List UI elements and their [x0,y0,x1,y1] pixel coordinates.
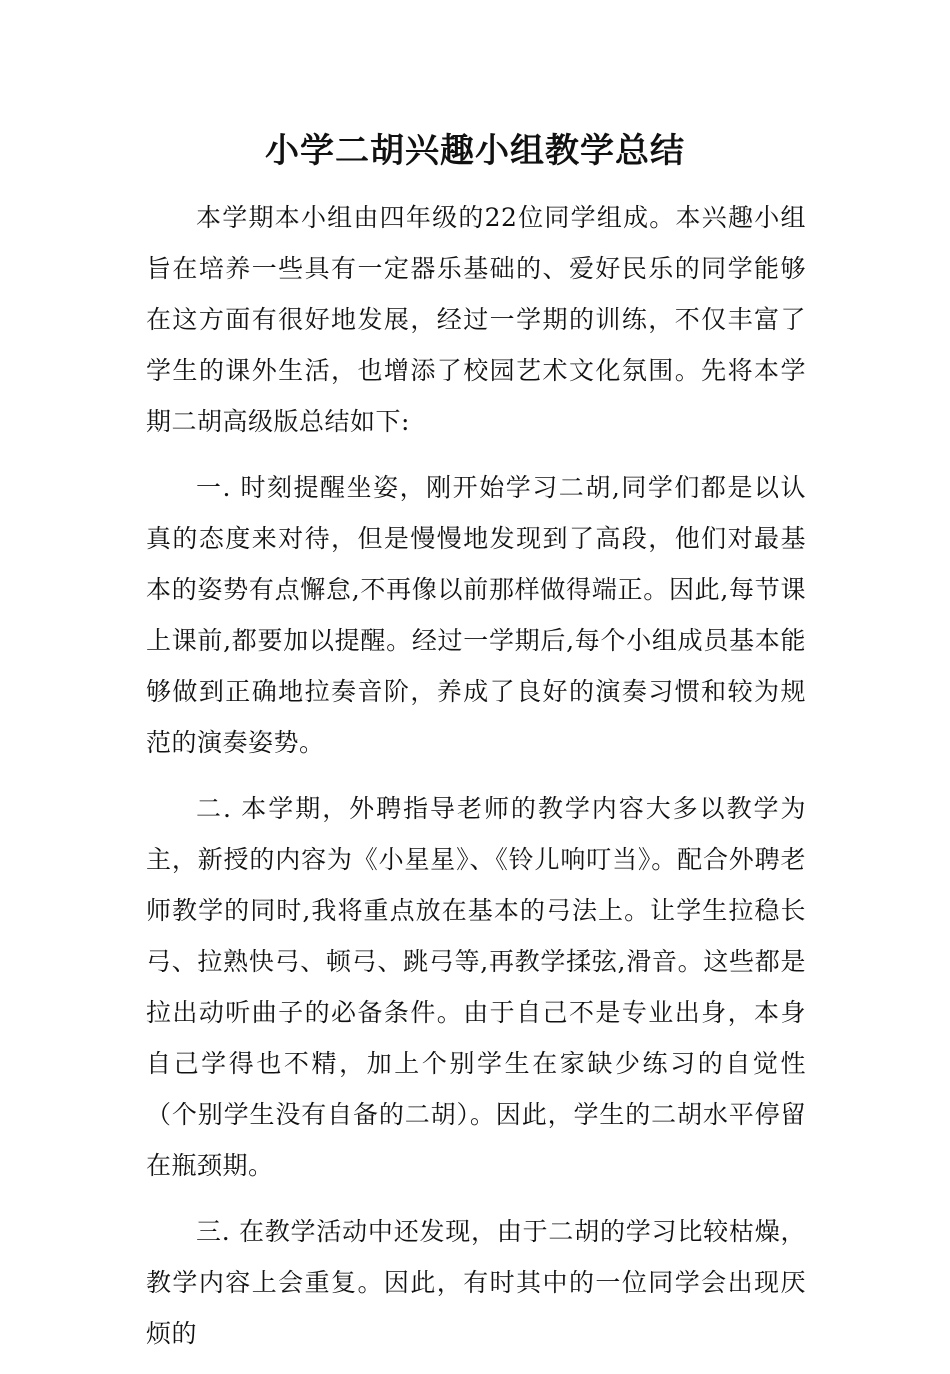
paragraph-intro: 本学期本小组由四年级的22位同学组成。本兴趣小组旨在培养一些具有一定器乐基础的、爱好民乐的同学能够在这方面有很好地发展，经过一学期的训练，不仅丰富了学生的课外生活，也增添了校园艺术文化氛围。先将本学期二胡高级版总结如下: [146,203,806,436]
paragraph-section-3: 三. 在教学活动中还发现，由于二胡的学习比较枯燥，教学内容上会重复。因此，有时其中的一位同学会出现厌烦的 [146,1217,806,1348]
paragraph-section-1: 一. 时刻提醒坐姿，刚开始学习二胡,同学们都是以认真的态度来对待，但是慢慢地发现到了高段，他们对最基本的姿势有点懈怠,不再像以前那样做得端正。因此,每节课上课前,都要加以提醒。经过一学期后,每个小组成员基本能够做到正确地拉奏音阶，养成了良好的演奏习惯和较为规范的演奏姿势。 [146,473,806,757]
document-body [146,192,806,1374]
paragraph-section-2: 二. 本学期，外聘指导老师的教学内容大多以教学为主，新授的内容为《小星星》、《铃儿响叮当》。配合外聘老师教学的同时,我将重点放在基本的弓法上。让学生拉稳长弓、拉熟快弓、顿弓、跳弓等,再教学揉弦,滑音。这些都是拉出动听曲子的必备条件。由于自己不是专业出身，本身自己学得也不精，加上个别学生在家缺少练习的自觉性（个别学生没有自备的二胡）。因此，学生的二胡水平停留在瓶颈期。 [146,794,806,1180]
document-title: 小学二胡兴趣小组教学总结 [265,131,685,171]
